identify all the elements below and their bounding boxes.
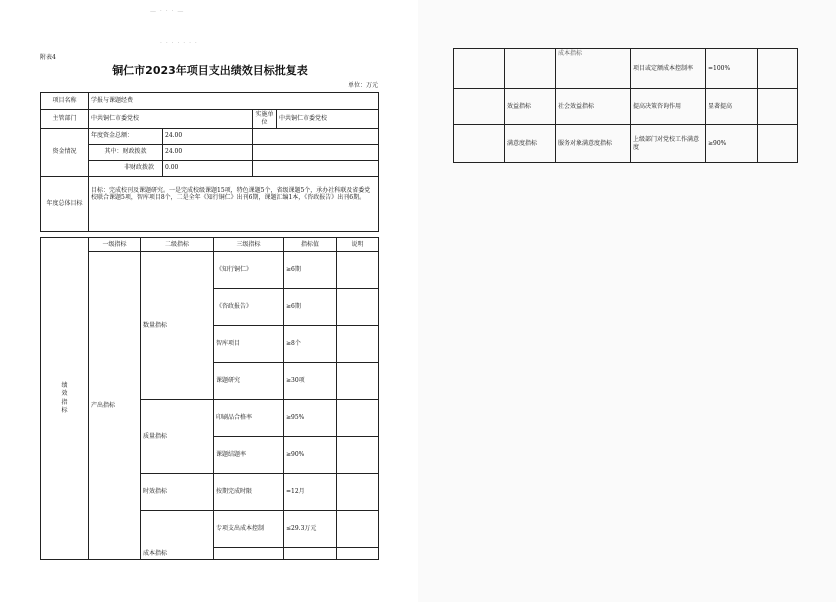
indicator-value: ≥6期 <box>284 252 337 289</box>
header-level2: 二级指标 <box>141 238 214 252</box>
indicator-value: ≤29.3万元 <box>284 511 337 548</box>
header-value: 指标值 <box>284 238 337 252</box>
impl-value: 中共铜仁市委党校 <box>277 110 379 129</box>
continuation-table <box>453 48 798 163</box>
service-label: 服务对象满意度指标 <box>556 125 631 163</box>
dept-value: 中共铜仁市委党校 <box>89 110 253 129</box>
indicator-value: =100% <box>706 49 758 89</box>
indicator-value: 显著提高 <box>706 89 758 125</box>
indicator-name: 项目或定额成本控制率 <box>631 49 706 89</box>
goal-label: 年度总体目标 <box>41 176 89 231</box>
goal-text: 目标：完成校刊及课题研究。一是完成校级课题15项，特色课题5个，省级课题5个，承办社科联及省委党校联合课题5项，智库项目8个，二是全年《知行铜仁》出刊6期，课题汇编1本，《咨政报告》出刊6期。 <box>89 176 379 231</box>
indicator-header-row <box>41 238 379 252</box>
header-note: 说明 <box>337 238 379 252</box>
indicator-name: 《知行铜仁》 <box>214 252 284 289</box>
table-row <box>454 49 798 89</box>
cost-fragment: 成本指标 <box>556 49 631 89</box>
page-title: 铜仁市2023年项目支出绩效目标批复表 <box>112 64 308 77</box>
quality-label: 质量指标 <box>141 400 214 474</box>
indicator-name: 印刷品合格率 <box>214 400 284 437</box>
satisfaction-label: 满意度指标 <box>505 125 556 163</box>
impl-label: 实施单位 <box>253 110 277 129</box>
indicator-value: ≥6期 <box>284 289 337 326</box>
nonfiscal-value: 0.00 <box>163 160 253 176</box>
fiscal-value: 24.00 <box>163 144 253 160</box>
project-name-label: 项目名称 <box>41 93 89 110</box>
indicator-value: ≥8个 <box>284 326 337 363</box>
indicator-table <box>40 237 379 560</box>
cost-label: 成本指标 <box>141 511 214 560</box>
indicator-name: 上级部门对党校工作满意度 <box>631 125 706 163</box>
indicator-value: ≥90% <box>284 437 337 474</box>
right-page <box>418 0 836 602</box>
indicator-value: =12月 <box>284 474 337 511</box>
goal-row <box>41 176 379 231</box>
indicator-name: 《咨政报告》 <box>214 289 284 326</box>
funds-label: 资金情况 <box>41 128 89 176</box>
benefit-label: 效益指标 <box>505 89 556 125</box>
fiscal-label: 其中：财政拨款 <box>89 144 163 160</box>
indicator-value: ≥90% <box>706 125 758 163</box>
indicator-name: 课题研究 <box>214 363 284 400</box>
indicator-name: 提高决策咨询作用 <box>631 89 706 125</box>
table-row <box>454 89 798 125</box>
nonfiscal-label: 非财政拨款 <box>89 160 163 176</box>
scan-mark: · · · · · · · <box>160 40 198 47</box>
indicator-name: 智库项目 <box>214 326 284 363</box>
project-name-value: 学报与课题经费 <box>89 93 379 110</box>
indicator-value: ≥95% <box>284 400 337 437</box>
scan-mark: — · · · — <box>150 8 185 15</box>
funds-nonfiscal-row <box>41 160 379 176</box>
timeliness-label: 时效指标 <box>141 474 214 511</box>
header-level3: 三级指标 <box>214 238 284 252</box>
table-row <box>41 252 379 289</box>
quantity-label: 数量指标 <box>141 252 214 400</box>
annex-label: 附表4 <box>40 54 56 61</box>
indicator-value: ≥30项 <box>284 363 337 400</box>
basic-info-table <box>40 92 379 232</box>
indicator-name: 专项支出成本控制 <box>214 511 284 548</box>
level1-output: 产出指标 <box>89 252 141 560</box>
total-value: 24.00 <box>163 128 253 144</box>
project-name-row <box>41 93 379 110</box>
funds-total-row <box>41 128 379 144</box>
header-level1: 一级指标 <box>89 238 141 252</box>
dept-row <box>41 110 379 129</box>
funds-fiscal-row <box>41 144 379 160</box>
dept-label: 主管部门 <box>41 110 89 129</box>
social-label: 社会效益指标 <box>556 89 631 125</box>
indicator-name: 按期完成时限 <box>214 474 284 511</box>
indicator-group-label: 绩效指标 <box>41 238 89 560</box>
table-row <box>454 125 798 163</box>
unit-label: 单位：万元 <box>347 82 378 89</box>
total-label: 年度资金总额： <box>89 128 163 144</box>
indicator-name: 课题结题率 <box>214 437 284 474</box>
